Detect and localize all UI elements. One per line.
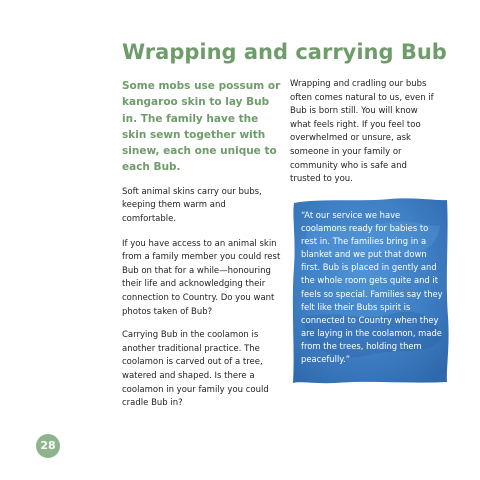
body-paragraph-skins: Soft animal skins carry our bubs, keeping them warm and comfortable.: [122, 186, 262, 224]
quote-text: “At our service we have coolamons ready for babies to rest in. The families bring in a blanket and we put that down first. Bub is placed in gently and the whole room gets quite and it feels so special. Families say they felt like their Bubs spirit is connected to Country when they are laying in the coolamon, made from the trees, holding them peacefully.”: [301, 210, 443, 365]
body-paragraph-animal-skin: If you have access to an animal skin from a family member you could rest Bub on that for a while—honouring their life and acknowledging their connection to Country. Do you want photos taken of Bub?: [122, 238, 281, 317]
body-paragraph-coolamon: Carrying Bub in the coolamon is another traditional practice. The coolamon is carved out of a tree, watered and shaped. Is there a coolamon in your family you could cradle Bub in?: [122, 330, 269, 409]
page-title: Wrapping and carrying Bub: [122, 40, 447, 64]
left-column: [122, 78, 282, 421]
body-paragraph-wrapping: Wrapping and cradling our bubs often comes natural to us, even if Bub is born still. You will know what feels right. If you feel too overwhelmed or unsure, ask someone in your family or community who is safe and trusted to you.: [290, 79, 434, 185]
page-number-badge: 28: [36, 434, 60, 458]
quote-box: [290, 197, 450, 385]
lead-paragraph: Some mobs use possum or kangaroo skin to lay Bub in. The family have the skin sewn together with sinew, each one unique to each Bub.: [122, 80, 281, 174]
right-column: [290, 78, 440, 197]
